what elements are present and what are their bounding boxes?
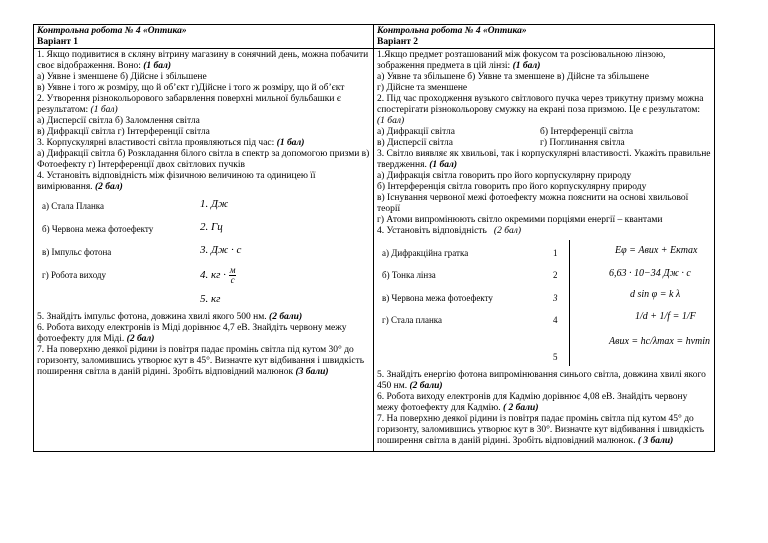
answer-line: а) Дифракція світла говорить про його корпускулярну природу (377, 171, 632, 181)
answer-line: в) Дифракції світла г) Інтерференції світла (37, 127, 210, 137)
answer-line: г) Атоми випромінюють світло окремими порціями енергії – квантами (377, 215, 663, 225)
question-6: 6. Робота виходу електронів для Кадмію дорівнює 4,08 еВ. Знайдіть червону межу фотоефекту для Кадмію. ( 2 бали) (377, 392, 688, 413)
variant-1-column (34, 25, 374, 451)
question-7: 7. На поверхню деякої рідини із повітря падає промінь світла під кутом 45° до горизонту, заломившись утворює кут в 30°. Визначте кут відбивання і швидкість поширення світла в даній рідині. Зробіть відповідний малюнок. ( 3 бали) (377, 414, 705, 446)
answer-line: в) Існування червоної межі фотоефекту можна пояснити на основі хвильової теорії (377, 193, 689, 214)
formula-red-limit: Aвих = hc/λmax = hνmin (609, 336, 711, 347)
formula-planck-constant: 6,63 · 10−34 Дж · с (609, 268, 691, 279)
variant-1-header (34, 25, 373, 49)
question-2: 2. Утворення різнокольорового забарвлення поверхні мильної бульбашки є результатом: (1 бал) (37, 94, 341, 115)
question-3: 3. Світло виявляє як хвильові, так і корпускулярні властивості. Укажіть правильне твердження. (1 бал) (377, 149, 711, 170)
variant-2-header (374, 25, 714, 49)
formula-grating: d sin φ = k λ (630, 289, 681, 300)
answer-line: в) Уявне і того ж розміру, що й об’єкт г)Дійсне і того ж розміру, що й об’єкт (37, 83, 345, 93)
question-4: 4. Установіть відповідність між фізичною величиною та одиницею її вимірювання. (2 бал) (37, 171, 316, 192)
points: (1 бал) (377, 116, 405, 126)
answer-line: а) Уявне і зменшене б) Дійсне і збільшене (37, 72, 207, 82)
matching-table (37, 197, 370, 310)
matching-table: а) Дифракційна гратка б) Тонка лінза в) Червона межа фотоефекту г) Стала планка 1 2 3 4 5 Eφ = Aвих + Eкmax 6,63 · 10−34 Дж · с d sin φ = k λ 1/d + 1/f = 1/F Aвих = hc/λmax = hνmin (377, 240, 711, 368)
question-6: 6. Робота виходу електронів із Міді дорівнює 4,7 еВ. Знайдіть червону межу фотоефекту для Міді. (2 бал) (37, 323, 347, 344)
question-1: 1.Якщо предмет розташований між фокусом та розсіювальною лінзою, зображення предмета в цій лінзі: (1 бал) (377, 50, 666, 71)
question-4: 4. Установіть відповідність (2 бал) (377, 226, 522, 236)
test-title: Контрольна робота № 4 «Оптика» (37, 26, 187, 36)
test-title: Контрольна робота № 4 «Оптика» (377, 26, 527, 36)
question-3: 3. Корпускулярні властивості світла проявляються під час: (1 бал) (37, 138, 305, 148)
question-7: 7. На поверхню деякої рідини із повітря падає промінь світла під кутом 30° до горизонту, заломившись утворює кут в 45°. Визначте кут відбивання і швидкість поширення світла в даній рідині. Зробіть відповідний малюнок (3 бали) (37, 345, 365, 377)
variant-label: Варіант 2 (377, 37, 419, 47)
question-2: 2. Під час проходження вузького світлового пучка через трикутну призму можна спостерігати різнокольорову смужку на екрані позa призмою. Це є результатом: (377, 94, 704, 115)
question-1: 1. Якщо подивитися в скляну вітрину магазину в сонячний день, можна побачити своє відображення. Воно: (1 бал) (37, 50, 369, 71)
variant-2-body (374, 49, 714, 447)
match-row: 5. кг (200, 293, 221, 305)
answer-line: б) Інтерференція світла говорить про його корпускулярну природу (377, 182, 647, 192)
question-5: 5. Знайдіть імпульс фотона, довжина хвилі якого 500 нм. (2 бали) (37, 312, 303, 322)
match-row: в) Імпульс фотона 3. Дж · с (42, 244, 242, 257)
answer-line: а) Дифракції світла б) Інтерференції світла (377, 127, 634, 137)
answer-line: а) Уявне та збільшене б) Уявне та зменшене в) Дійсне та збільшене (377, 72, 649, 82)
answer-line: а) Дисперсії світла б) Заломлення світла (37, 116, 200, 126)
unit-fraction: $\frac{м}{с}$ (229, 265, 236, 285)
column-divider (569, 240, 570, 366)
answer-line: в) Дисперсії світла г) Поглинання світла (377, 138, 625, 148)
formula-photoeffect: Eφ = Aвих + Eкmax (615, 245, 698, 256)
match-row: б) Червона межа фотоефекту 2. Гц (42, 221, 223, 234)
question-5: 5. Знайдіть енергію фотона випромінювання синього світла, довжина хвилі якого 450 нм. (2 бали) (377, 370, 706, 391)
variant-1-body (34, 49, 373, 378)
test-sheet (33, 24, 715, 452)
match-row: а) Стала Планка 1. Дж (42, 198, 229, 211)
variant-2-column (374, 25, 714, 451)
formula-thin-lens: 1/d + 1/f = 1/F (635, 311, 696, 322)
variant-label: Варіант 1 (37, 37, 79, 47)
answer-line: а) Дифракції світла б) Розкладання білого світла в спектр за допомогою призми в) Фотоефекту г) Інтерференції двох світлових пучків (37, 149, 370, 170)
answer-line: г) Дійсне та зменшене (377, 83, 468, 93)
match-row: г) Робота виходу 4. кг · $\frac{м}{с}$ (42, 265, 236, 285)
